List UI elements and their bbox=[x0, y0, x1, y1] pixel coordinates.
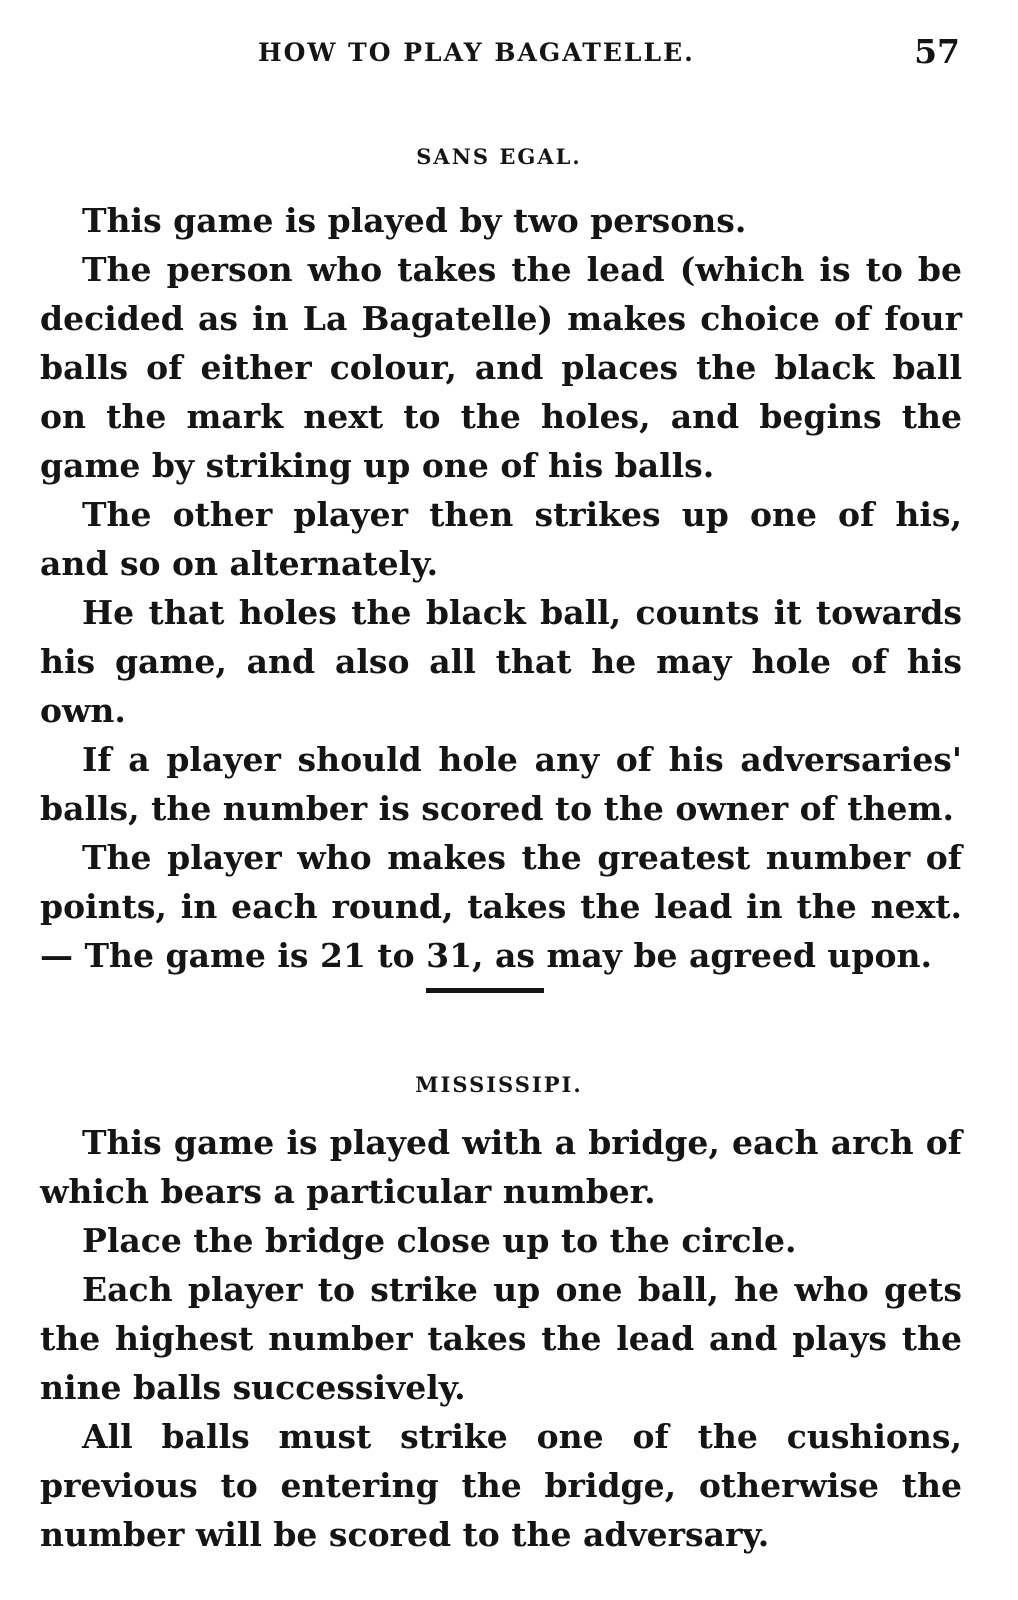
paragraph: This game is played with a bridge, each arch of which bears a particular number. bbox=[40, 1123, 962, 1211]
paragraph: The other player then strikes up one of his, and so on alternately. bbox=[40, 495, 962, 583]
paragraph: Each player to strike up one ball, he who gets the highest number takes the lead and plays the nine balls successively. bbox=[40, 1270, 962, 1407]
section-heading-sans-egal: SANS EGAL. bbox=[416, 144, 582, 169]
paragraph: This game is played by two persons. bbox=[82, 201, 747, 240]
paragraph: He that holes the black ball, counts it towards his game, and also all that he may hole of his own. bbox=[40, 593, 962, 730]
section-mississipi bbox=[40, 1118, 962, 1559]
paragraph: All balls must strike one of the cushions, previous to entering the bridge, otherwise the number will be scored to the adversary. bbox=[40, 1417, 962, 1554]
paragraph: The person who takes the lead (which is to be decided as in La Bagatelle) makes choice of four balls of either colour, and places the black ball on the mark next to the holes, and begins the game by striking up one of his balls. bbox=[40, 250, 962, 485]
running-title: HOW TO PLAY BAGATELLE. bbox=[258, 38, 695, 67]
paragraph: Place the bridge close up to the circle. bbox=[82, 1221, 797, 1260]
running-header bbox=[38, 32, 960, 72]
paragraph: If a player should hole any of his adversaries' balls, the number is scored to the owner of them. bbox=[40, 740, 962, 828]
page-number: 57 bbox=[914, 32, 960, 71]
section-heading-mississipi: MISSISSIPI. bbox=[415, 1072, 583, 1097]
paragraph: The player who makes the greatest number of points, in each round, takes the lead in the next.— The game is 21 to 31, as may be agreed upon. bbox=[40, 838, 962, 975]
section-sans-egal bbox=[40, 196, 962, 980]
section-divider-rule bbox=[426, 988, 544, 993]
